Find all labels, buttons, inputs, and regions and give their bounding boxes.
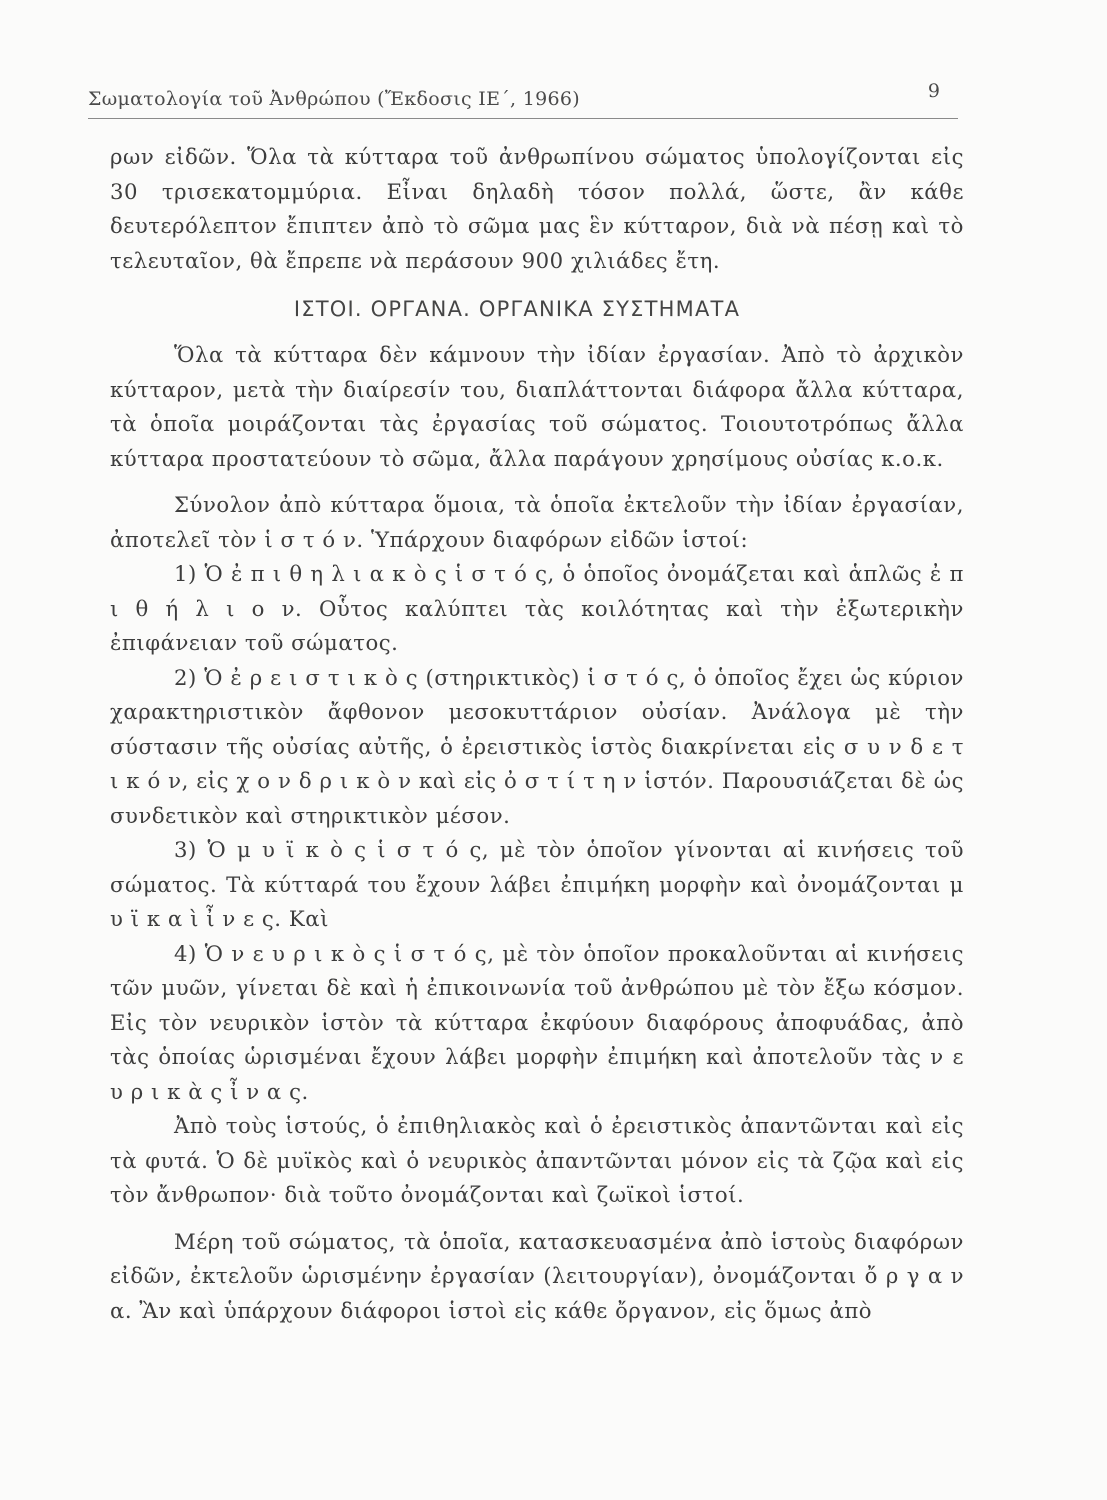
list-item-connective: 2) Ὁ ἐ ρ ε ι σ τ ι κ ὸ ς (στηρικτικὸς) ἱ σ τ ό ς, ὁ ὁποῖος ἔχει ὡς κύριον χαρακτηριστικὸν ἄφθονον μεσοκυττάριον οὐσίαν. Ἀνάλογα μὲ τὴν σύστασιν τῆς οὐσίας αὐτῆς, ὁ ἐρειστικὸς ἱστὸς διακρίνεται εἰς σ υ ν δ ε τ ι κ ό ν, εἰς χ ο ν δ ρ ι κ ὸ ν καὶ εἰς ὀ σ τ ί τ η ν ἱστόν. Παρουσιάζεται δὲ ὡς συνδετικὸν καὶ στηρικτικὸν μέσον. xyxy=(110,664,964,828)
paragraph-plants-animals: Ἀπὸ τοὺς ἱστούς, ὁ ἐπιθηλιακὸς καὶ ὁ ἐρειστικὸς ἀπαντῶνται καὶ εἰς τὰ φυτά. Ὁ δὲ μυϊκὸς καὶ ὁ νευρικὸς ἀπαντῶνται μόνον εἰς τὰ ζῷα καὶ εἰς τὸν ἄνθρωπον· διὰ τοῦτο ὀνομάζονται καὶ ζωϊκοὶ ἱστοί. xyxy=(110,1113,964,1207)
page-number: 9 xyxy=(927,80,940,102)
paragraph-organs: Μέρη τοῦ σώματος, τὰ ὁποῖα, κατασκευασμένα ἀπὸ ἱστοὺς διαφόρων εἰδῶν, ἐκτελοῦν ὡρισμένην ἐργασίαν (λειτουργίαν), ὀνομάζονται ὄ ρ γ α ν α. Ἂν καὶ ὑπάρχουν διάφοροι ἱστοὶ εἰς κάθε ὄργανον, εἰς ὅμως ἀπὸ xyxy=(110,1228,964,1323)
section-heading: ΙΣΤΟΙ. ΟΡΓΑΝΑ. ΟΡΓΑΝΙΚΑ ΣΥΣΤΗΜΑΤΑ xyxy=(293,297,741,321)
paragraph-tissue-definition: Σύνολον ἀπὸ κύτταρα ὅμοια, τὰ ὁποῖα ἐκτελοῦν τὴν ἰδίαν ἐργασίαν, ἀποτελεῖ τὸν ἱ σ τ ό ν. Ὑπάρχουν διαφόρων εἰδῶν ἱστοί: xyxy=(110,492,964,552)
list-item-nervous: 4) Ὁ ν ε υ ρ ι κ ὸ ς ἱ σ τ ό ς, μὲ τὸν ὁποῖον προκαλοῦνται αἱ κινήσεις τῶν μυῶν, γίνεται δὲ καὶ ἡ ἐπικοινωνία τοῦ ἀνθρώπου μὲ τὸν ἔξω κόσμον. Εἰς τὸν νευρικὸν ἱστὸν τὰ κύτταρα ἐκφύουν διαφόρους ἀποφυάδας, ἀπὸ τὰς ὁποίας ὡρισμέναι ἔχουν λάβει μορφὴν ἐπιμήκη καὶ ἀποτελοῦν τὰς ν ε υ ρ ι κ ὰ ς ἶ ν α ς. xyxy=(110,940,964,1104)
list-item-muscle: 3) Ὁ μ υ ϊ κ ὸ ς ἱ σ τ ό ς, μὲ τὸν ὁποῖον γίνονται αἱ κινήσεις τοῦ σώματος. Τὰ κύτταρά του ἔχουν λάβει ἐπιμήκη μορφὴν καὶ ὀνομάζονται μ υ ϊ κ α ὶ ἶ ν ε ς. Καὶ xyxy=(110,837,964,931)
list-item-epithelial: 1) Ὁ ἐ π ι θ η λ ι α κ ὸ ς ἱ σ τ ό ς, ὁ ὁποῖος ὀνομάζεται καὶ ἁπλῶς ἐ π ι θ ή λ ι ο ν. Οὗτος καλύπτει τὰς κοιλότητας καὶ τὴν ἐξωτερικὴν ἐπιφάνειαν τοῦ σώματος. xyxy=(110,561,964,655)
running-header xyxy=(88,78,958,119)
running-title: Σωματολογία τοῦ Ἀνθρώπου (Ἔκδοσις ΙΕ΄, 1966) xyxy=(88,88,580,110)
body-text xyxy=(110,140,964,1328)
paragraph-continuation: ρων εἰδῶν. Ὅλα τὰ κύτταρα τοῦ ἀνθρωπίνου σώματος ὑπολογίζονται εἰς 30 τρισεκατομμύρια. Εἶναι δηλαδὴ τόσον πολλά, ὥστε, ἂν κάθε δευτερόλεπτον ἔπιπτεν ἀπὸ τὸ σῶμα μας ἓν κύτταρον, διὰ νὰ πέσῃ καὶ τὸ τελευταῖον, θὰ ἔπρεπε νὰ περάσουν 900 χιλιάδες ἔτη. xyxy=(110,144,964,273)
paragraph-cells-division: Ὅλα τὰ κύτταρα δὲν κάμνουν τὴν ἰδίαν ἐργασίαν. Ἀπὸ τὸ ἀρχικὸν κύτταρον, μετὰ τὴν διαίρεσίν του, διαπλάττονται διάφορα ἄλλα κύτταρα, τὰ ὁποῖα μοιράζονται τὰς ἐργασίας τοῦ σώματος. Τοιουτοτρόπως ἄλλα κύτταρα προστατεύουν τὸ σῶμα, ἄλλα παράγουν χρησίμους οὐσίας κ.ο.κ. xyxy=(110,342,964,471)
